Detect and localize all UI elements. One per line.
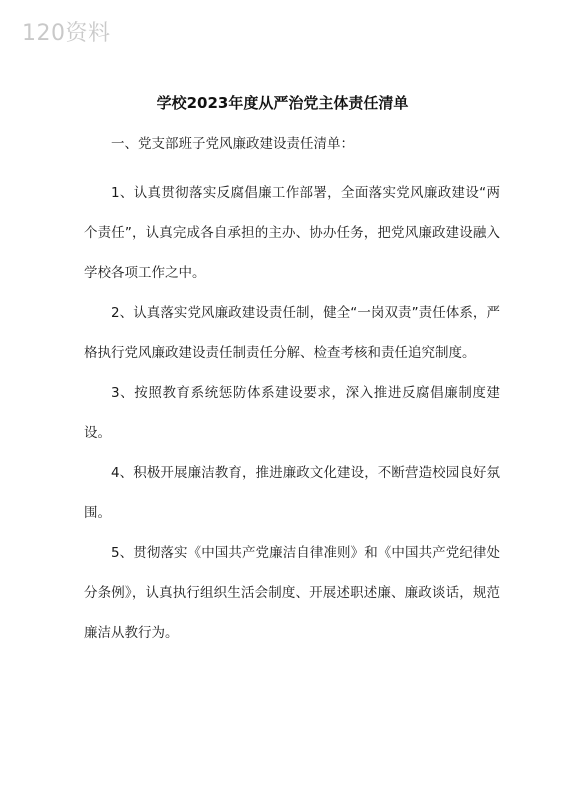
list-item-5: 5、贯彻落实《中国共产党廉洁自律准则》和《中国共产党纪律处分条例》，认真执行组织生活会制度、开展述职述廉、廉政谈话，规范廉洁从教行为。 xyxy=(84,545,500,641)
list-item-1: 1、认真贯彻落实反腐倡廉工作部署，全面落实党风廉政建设“两个责任”，认真完成各自承担的主办、协办任务，把党风廉政建设融入学校各项工作之中。 xyxy=(84,185,500,281)
section-heading: 一、党支部班子党风廉政建设责任清单： xyxy=(111,136,354,152)
watermark-logo-text: 120资料 xyxy=(22,21,111,46)
list-item-4: 4、积极开展廉洁教育，推进廉政文化建设，不断营造校园良好氛围。 xyxy=(84,465,500,521)
document-title: 学校2023年度从严治党主体责任清单 xyxy=(156,94,409,112)
list-item-3: 3、按照教育系统惩防体系建设要求，深入推进反腐倡廉制度建设。 xyxy=(84,385,500,441)
list-item-2: 2、认真落实党风廉政建设责任制，健全“一岗双责”责任体系，严格执行党风廉政建设责任制责任分解、检查考核和责任追究制度。 xyxy=(84,305,500,361)
document-body xyxy=(84,133,500,653)
